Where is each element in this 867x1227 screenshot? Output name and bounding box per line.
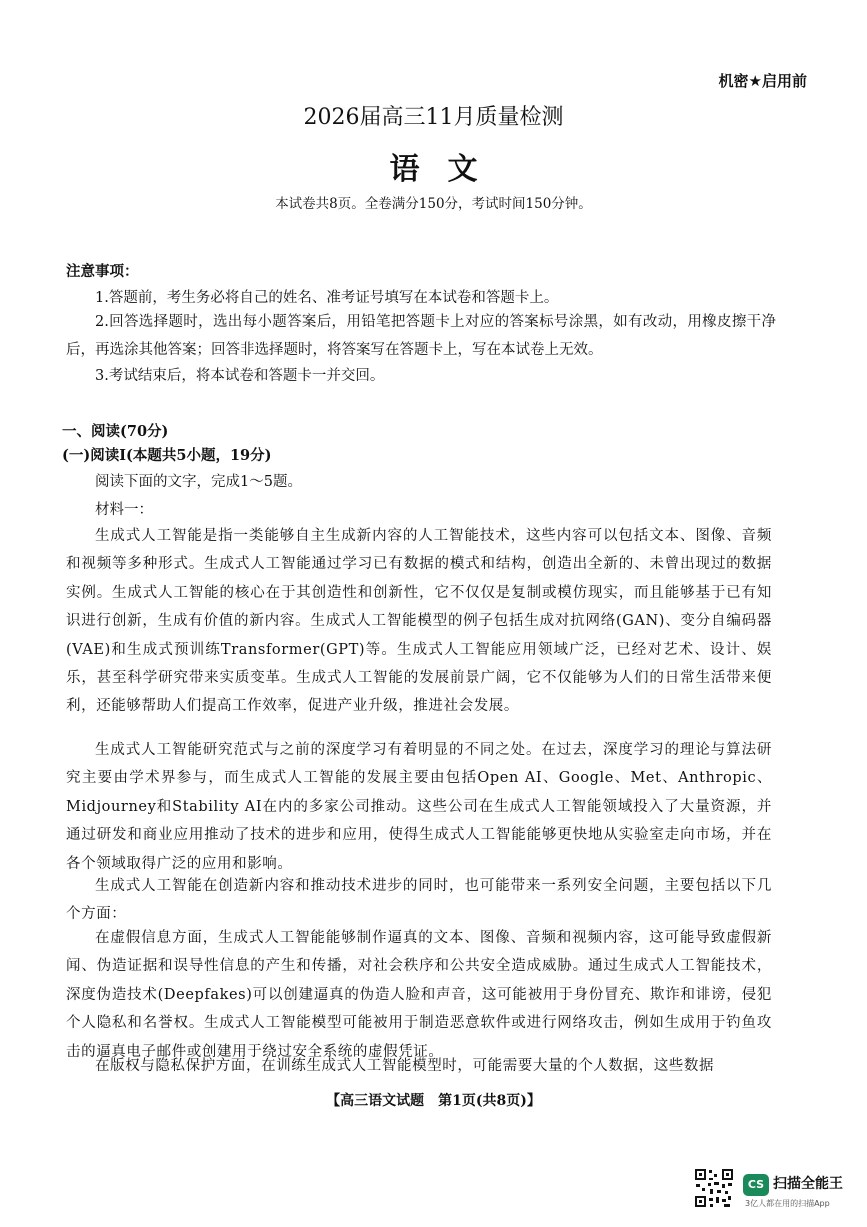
- section-reading: 一、阅读(70分): [62, 423, 169, 440]
- paragraph-3: 生成式人工智能在创造新内容和推动技术进步的同时，也可能带来一系列安全问题，主要包括以下几个方面：: [66, 878, 772, 923]
- camscanner-logo-icon: CS: [743, 1174, 769, 1196]
- notice-item-2: 2.回答选择题时，选出每小题答案后，用铅笔把答题卡上对应的答案标号涂黑，如有改动，用橡皮擦干净后，再选涂其他答案；回答非选择题时，将答案写在答题卡上，写在本试卷上无效。: [66, 314, 776, 358]
- notice-item-1: 1.答题前，考生务必将自己的姓名、准考证号填写在本试卷和答题卡上。: [95, 290, 559, 306]
- section-reading-1: (一)阅读Ⅰ(本题共5小题，19分): [62, 447, 272, 464]
- paragraph-2: 生成式人工智能研究范式与之前的深度学习有着明显的不同之处。在过去，深度学习的理论与算法研究主要由学术界参与，而生成式人工智能的发展主要由包括Open AI、Google、Met、Anthropic、Midjourney和Stability AI在内的多家公司推动。这些公司在生成式人工智能领域投入了大量资源，并通过研发和商业应用推动了技术的进步和应用，使得生成式人工智能能够更快地从实验室走向市场，并在各个领域取得广泛的应用和影响。: [66, 742, 772, 872]
- notice-item-3: 3.考试结束后，将本试卷和答题卡一并交回。: [95, 368, 385, 384]
- page-footer: 【高三语文试题 第1页(共8页)】: [326, 1093, 541, 1109]
- reading-instruction: 阅读下面的文字，完成1～5题。: [95, 474, 302, 490]
- exam-meta: 本试卷共8页。全卷满分150分，考试时间150分钟。: [275, 196, 592, 212]
- qr-code-icon: [694, 1168, 734, 1208]
- subject-title: 语文: [389, 152, 506, 187]
- exam-title: 2026届高三11月质量检测: [303, 105, 564, 130]
- scanner-tagline: 3亿人都在用的扫描App: [745, 1199, 830, 1208]
- paragraph-1: 生成式人工智能是指一类能够自主生成新内容的人工智能技术，这些内容可以包括文本、图像、音频和视频等多种形式。生成式人工智能通过学习已有数据的模式和结构，创造出全新的、未曾出现过的数据实例。生成式人工智能的核心在于其创造性和创新性，它不仅仅是复制或模仿现实，而且能够基于已有知识进行创新，生成有价值的新内容。生成式人工智能模型的例子包括生成对抗网络(GAN)、变分自编码器(VAE)和生成式预训练Transformer(GPT)等。生成式人工智能应用领域广泛，已经对艺术、设计、娱乐，甚至科学研究带来实质变革。生成式人工智能的发展前景广阔，它不仅能够为人们的日常生活带来便利，还能够帮助人们提高工作效率，促进产业升级，推进社会发展。: [66, 528, 772, 715]
- notice-heading: 注意事项：: [66, 263, 139, 280]
- scanner-app-name: 扫描全能王: [773, 1176, 843, 1192]
- paragraph-4: 在虚假信息方面，生成式人工智能能够制作逼真的文本、图像、音频和视频内容，这可能导致虚假新闻、伪造证据和误导性信息的产生和传播，对社会秩序和公共安全造成威胁。通过生成式人工智能技术，深度伪造技术(Deepfakes)可以创建逼真的伪造人脸和声音，这可能被用于身份冒充、欺诈和诽谤，侵犯个人隐私和名誉权。生成式人工智能模型可能被用于制造恶意软件或进行网络攻击，例如生成用于钓鱼攻击的逼真电子邮件或创建用于绕过安全系统的虚假凭证。: [66, 930, 772, 1060]
- confidential-label: 机密★启用前: [718, 72, 807, 90]
- material-label: 材料一：: [95, 502, 153, 518]
- paragraph-5: 在版权与隐私保护方面，在训练生成式人工智能模型时，可能需要大量的个人数据，这些数据: [95, 1058, 715, 1074]
